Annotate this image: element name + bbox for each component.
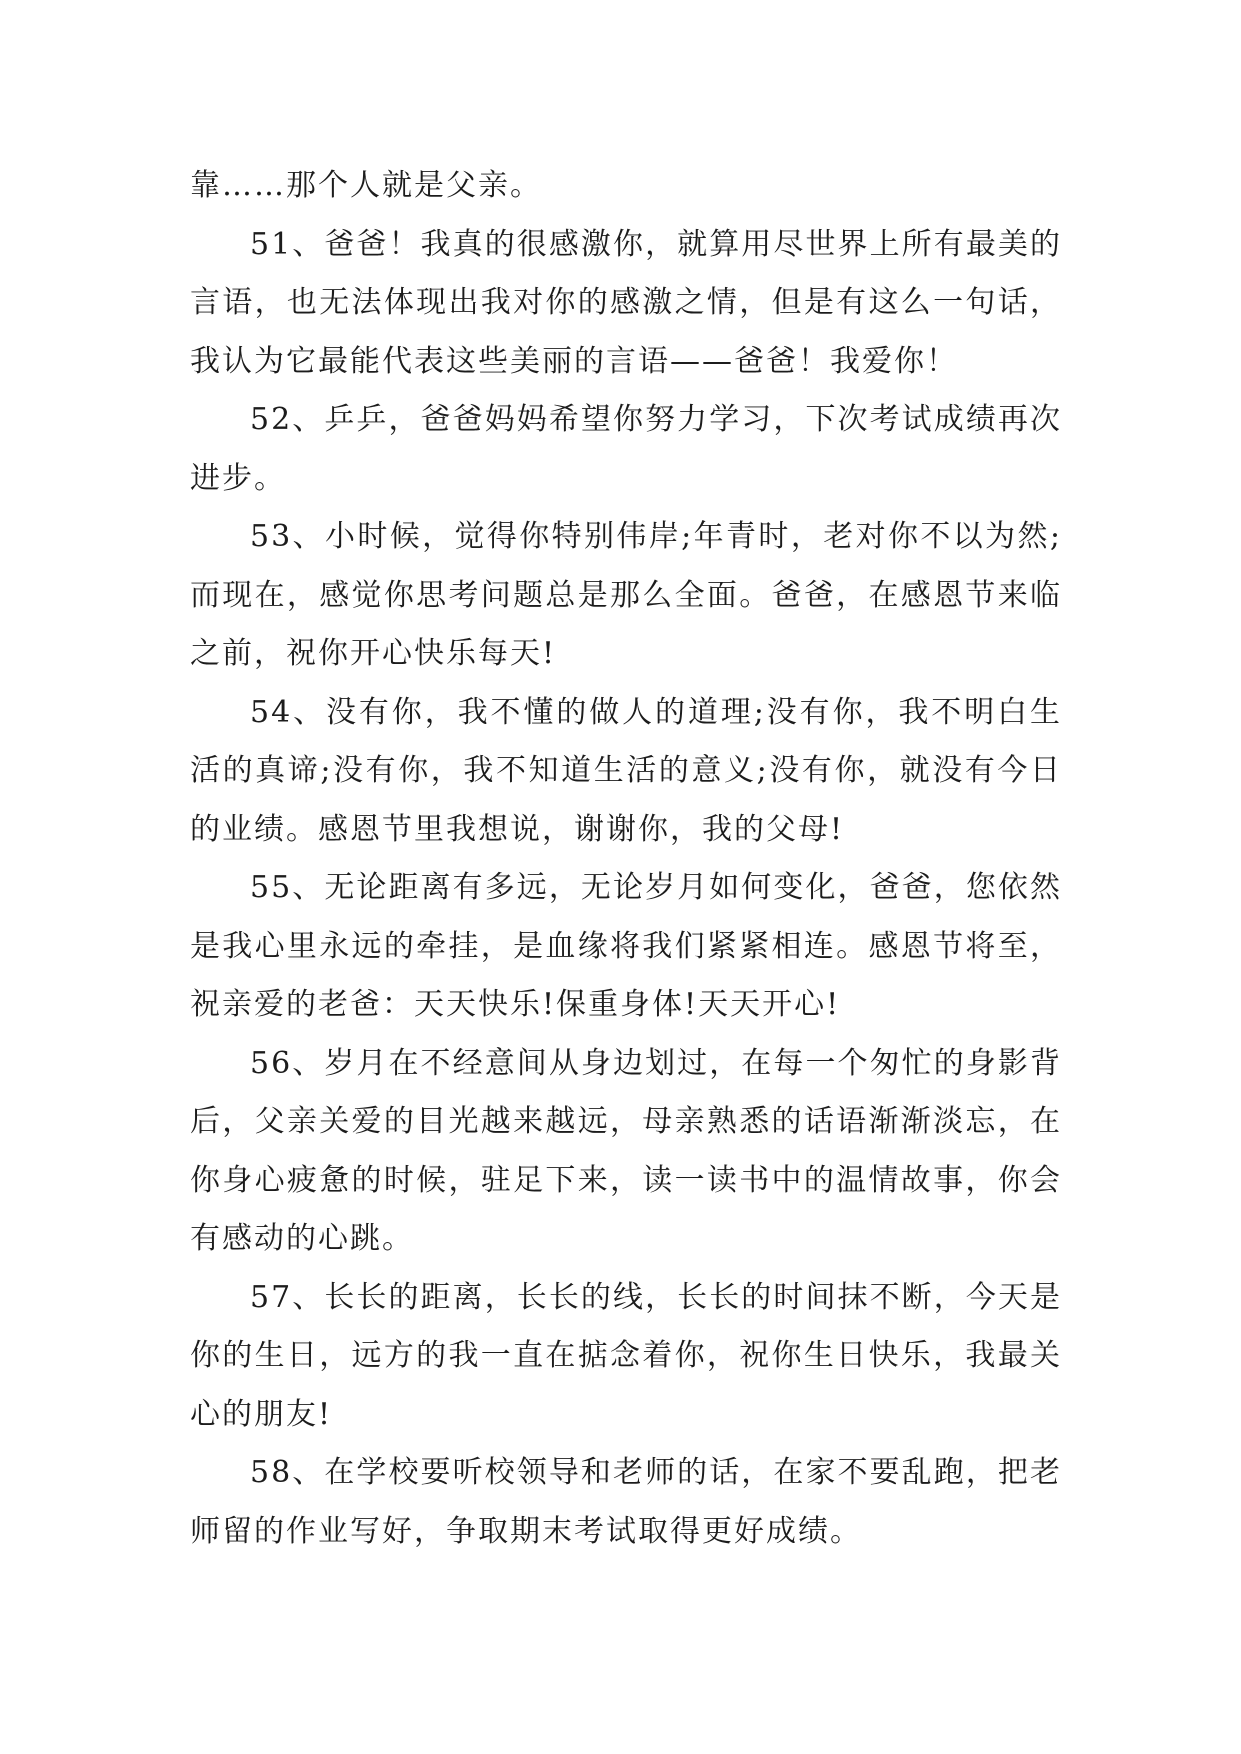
paragraph-52: 52、乒乒，爸爸妈妈希望你努力学习，下次考试成绩再次进步。 [190,402,1062,496]
paragraph-0: 靠……那个人就是父亲。 [190,168,542,203]
paragraph-58: 58、在学校要听校领导和老师的话，在家不要乱跑，把老师留的作业写好，争取期末考试取得更好成绩。 [190,1455,1062,1549]
paragraph-53: 53、小时候，觉得你特别伟岸;年青时，老对你不以为然;而现在，感觉你思考问题总是那么全面。爸爸，在感恩节来临之前，祝你开心快乐每天! [190,519,1062,671]
paragraph-56: 56、岁月在不经意间从身边划过，在每一个匆忙的身影背后，父亲关爱的目光越来越远，母亲熟悉的话语渐渐淡忘，在你身心疲惫的时候，驻足下来，读一读书中的温情故事，你会有感动的心跳。 [190,1045,1062,1256]
document-body [190,157,1062,1561]
paragraph-55: 55、无论距离有多远，无论岁月如何变化，爸爸，您依然是我心里永远的牵挂，是血缘将我们紧紧相连。感恩节将至，祝亲爱的老爸：天天快乐!保重身体!天天开心! [190,870,1062,1022]
paragraph-51: 51、爸爸！我真的很感激你，就算用尽世界上所有最美的言语，也无法体现出我对你的感激之情，但是有这么一句话，我认为它最能代表这些美丽的言语——爸爸！我爱你！ [190,226,1062,379]
paragraph-57: 57、长长的距离，长长的线，长长的时间抹不断，今天是你的生日，远方的我一直在掂念着你，祝你生日快乐，我最关心的朋友! [190,1279,1062,1432]
paragraph-54: 54、没有你，我不懂的做人的道理;没有你，我不明白生活的真谛;没有你，我不知道生活的意义;没有你，就没有今日的业绩。感恩节里我想说，谢谢你，我的父母! [190,694,1062,847]
